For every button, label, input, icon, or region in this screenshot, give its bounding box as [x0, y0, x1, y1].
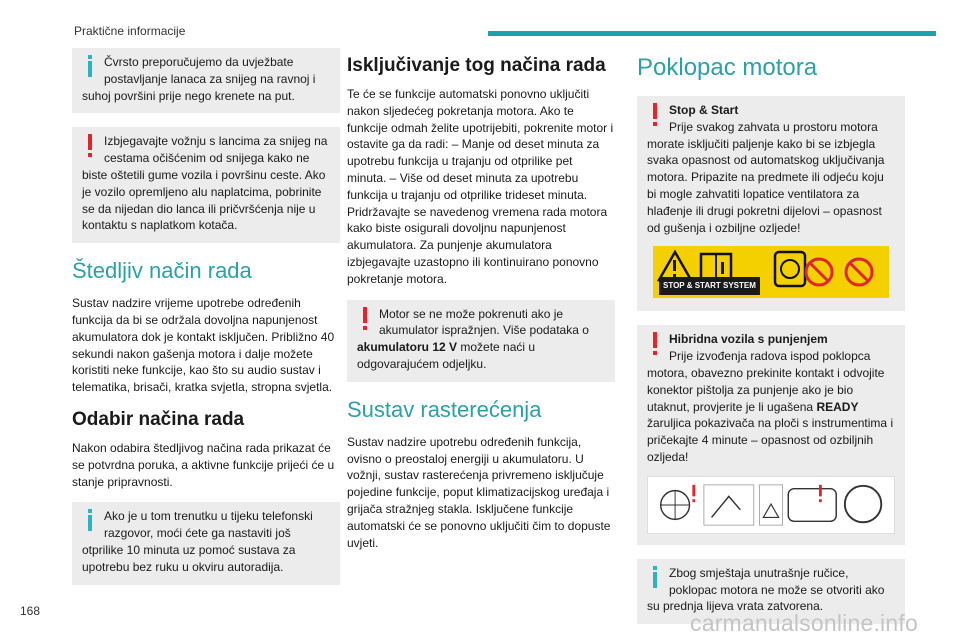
- warning-note-battery: [347, 300, 615, 382]
- warning-icon: [357, 307, 373, 331]
- hybrid-symbols: [654, 480, 888, 530]
- subheading-mode-selection: Odabir načina rada: [72, 408, 245, 430]
- info-icon: [82, 509, 98, 533]
- section-heading-bonnet: Poklopac motora: [637, 54, 818, 81]
- paragraph-economy-mode: Sustav nadzire vrijeme upotrebe određenih funkcija da bi se održala dovoljna napunjenost akumulatora dok je kontakt isključen. Približno 40 sekundi nakon gašenja motora i dalje možete koristiti neke funkcije, kao što su audio sustav i telematika, brisači, kratka svjetla, stropna svjetla.: [72, 296, 335, 395]
- info-icon: [647, 566, 663, 590]
- page-header-title: Praktične informacije: [74, 24, 186, 38]
- info-note-chains-practice: [72, 48, 340, 113]
- column-3: [637, 48, 905, 638]
- note-text: Ako je u tom trenutku u tijeku telefonski razgovor, moći ćete ga nastaviti još otprilike 10 minuta uz pomoć sustava za upotrebu bez ruku u okviru autoradija.: [82, 509, 313, 574]
- note-text: Zbog smještaja unutrašnje ručice, poklopac motora ne može se otvoriti ako su prednja lijeva vrata zatvorena.: [647, 565, 885, 614]
- column-1: [72, 48, 340, 599]
- info-icon: [82, 55, 98, 79]
- watermark: carmanualsonline.info: [690, 610, 918, 636]
- note-title: Stop & Start: [669, 103, 739, 117]
- info-note-phone-call: [72, 502, 340, 584]
- note-text-a: Motor se ne može pokrenuti ako je akumulator ispražnjen. Više podataka o: [379, 306, 589, 338]
- warning-icon: [647, 332, 663, 356]
- paragraph-mode-selection: Nakon odabira štedljivog načina rada prikazat će se potvrdna poruka, a aktivne funkcije prijeći će u stanje pripravnosti.: [72, 440, 335, 489]
- paragraph-disable-mode: Te će se funkcije automatski ponovno uključiti nakon sljedećeg pokretanja motora. Ako te funkcije odmah želite upotrijebiti, pokrenite motor i ostavite ga da radi: – Manje od deset minuta za upotrebu funkcija u trajanju od otprilike pet minuta. – Više od deset minuta za upotrebu funkcija u trajanju od otprilike trideset minuta. Pridržavajte se navedenog vremena rada motora kako biste osigurali dovoljnu napunjenost akumulatora. Za punjenje akumulatora izbjegavajte uzastopno ili kontinuirano ponovno pokretanje motora.: [347, 87, 614, 286]
- note-text: Čvrsto preporučujemo da uvježbate postavljanje lanaca za snijeg na ravnoj i suhoj površini prije nego krenete na put.: [82, 55, 316, 103]
- section-heading-economy-mode: Štedljiv način rada: [72, 258, 252, 284]
- hybrid-warning-pictograms: [647, 476, 895, 534]
- column-2: [347, 48, 615, 563]
- note-text-bold: READY: [816, 399, 859, 414]
- warning-note-hybrid: [637, 325, 905, 544]
- section-heading-load-shedding: Sustav rasterećenja: [347, 396, 542, 422]
- stop-start-system-label: STOP & START SYSTEM: [659, 277, 760, 296]
- page-number: 168: [20, 604, 41, 618]
- note-text-bold: akumulatoru 12 V: [357, 340, 458, 355]
- subheading-disable-mode: Isključivanje tog načina rada: [347, 55, 606, 76]
- warning-note-chains-roads: [72, 127, 340, 243]
- paragraph-load-shedding: Sustav nadzire upotrebu određenih funkcija, ovisno o preostaloj energiji u akumulatoru. U vožnji, sustav rasterećenja privremeno isključuje pojedine funkcije, poput klimatizacijskog uređaja i grijača stražnjeg stakla. Isključene funkcije automatski će se ponovno uključiti čim to dopuste uvjeti.: [347, 434, 611, 550]
- note-text: Izbjegavajte vožnju s lancima za snijeg na cestama očišćenim od snijega kako ne biste oštetili gume vozila i površinu ceste. Ako je vozilo opremljeno alu naplatcima, pobrinite se da nijedan dio lanca ili pričvršćenja nije u kontaktu s naplatkom kotača.: [82, 134, 328, 233]
- note-title: Hibridna vozila s punjenjem: [669, 332, 828, 347]
- note-text-c: možete naći u odgovarajućem odjeljku.: [357, 340, 536, 371]
- warning-note-stop-start: [637, 96, 905, 311]
- warning-icon: [647, 103, 663, 127]
- stop-start-warning-label-image: [653, 246, 889, 298]
- note-text-a: Prije izvođenja radova ispod poklopca motora, obavezno prekinite kontakt i odvojite konektor pištolja za punjenje ako je bio utaknut, provjerite je li ugašena: [647, 349, 885, 414]
- note-text: Prije svakog zahvata u prostoru motora morate isključiti paljenje kako bi se izbjegla svaka opasnost od automatskog uključivanja motora. Pripazite na predmete ili odjeću koju bi mogle zahvatiti lopatice ventilatora za hlađenje ili drugi pokretni dijelovi – opasnost od gušenja i ozbiljne ozljede!: [647, 119, 885, 235]
- note-text-c: žaruljica pokazivača na ploči s instrumentima i pričekajte 4 minute – opasnost od ozbiljnih ozljeda!: [647, 416, 894, 464]
- warning-icon: [82, 134, 98, 158]
- header-accent-bar: [488, 31, 936, 36]
